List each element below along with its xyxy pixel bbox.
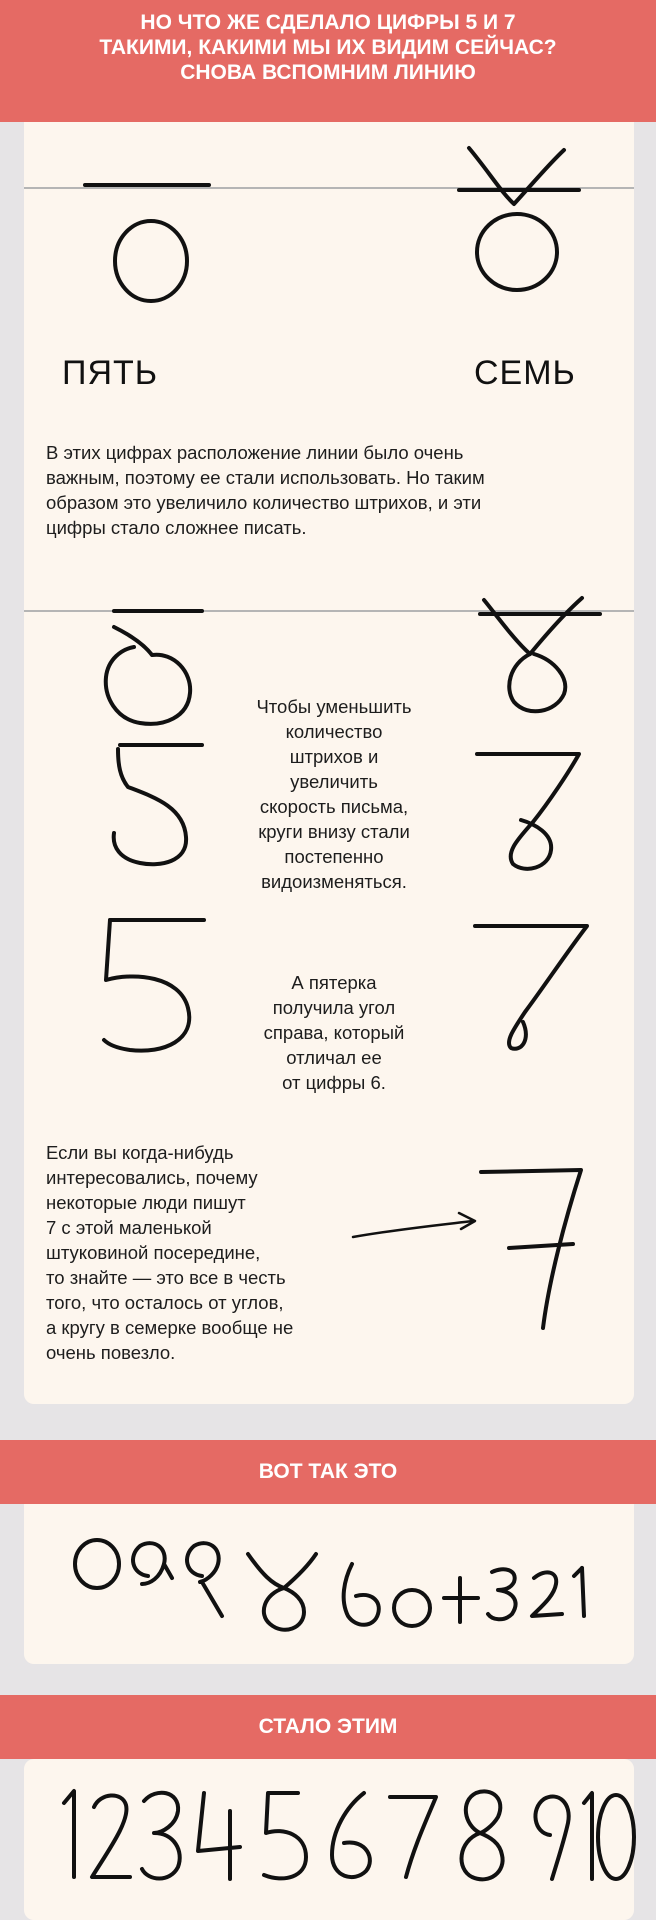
five-text-line-1: А пятерка	[291, 972, 377, 993]
explanation-circles-changed	[224, 694, 444, 894]
header-line-2: ТАКИМИ, КАКИМИ МЫ ИХ ВИДИМ СЕЙЧАС?	[99, 36, 557, 59]
label-five: ПЯТЬ	[62, 354, 159, 392]
paragraph-1-line-3: образом это увеличило количество штрихов, и эти	[46, 492, 482, 513]
banner-then: ВОТ ТАК ЭТО	[0, 1440, 656, 1504]
seven-stage-2-drawing	[469, 742, 599, 872]
middle-text-line-2: количество	[285, 721, 383, 742]
modern-handwritten-digits	[44, 1781, 624, 1901]
main-card	[24, 122, 634, 1404]
five-text-line-2: получила угол	[272, 997, 396, 1018]
five-stage-3-drawing	[84, 912, 224, 1062]
paragraph-1-line-1: В этих цифрах расположение линии было очень	[46, 442, 464, 463]
explanation-five-angle	[234, 970, 434, 1095]
seven-text-line-7: того, что осталось от углов,	[46, 1292, 284, 1313]
seven-text-line-6: то знайте — это все в честь	[46, 1267, 286, 1288]
header-line-3: СНОВА ВСПОМНИМ ЛИНИЮ	[180, 61, 476, 84]
modern-seven-drawing	[469, 1160, 599, 1340]
five-text-line-5: от цифры 6.	[282, 1072, 386, 1093]
modern-digits-card	[24, 1759, 634, 1920]
seven-text-line-4: 7 с этой маленькой	[46, 1217, 212, 1238]
paragraph-1-line-2: важным, поэтому ее стали использовать. Но таким	[46, 467, 485, 488]
seven-circle-drawing	[439, 142, 599, 292]
old-handwritten-digits	[52, 1524, 612, 1644]
middle-text-line-1: Чтобы уменьшить	[256, 696, 412, 717]
seven-text-line-8: а кругу в семерке вообще не	[46, 1317, 294, 1338]
five-text-line-3: справа, который	[263, 1022, 405, 1043]
middle-text-line-3: штрихов и	[289, 746, 379, 767]
middle-text-line-4: увеличить	[290, 771, 378, 792]
five-circle-drawing	[59, 177, 219, 297]
seven-text-line-2: интересовались, почему	[46, 1167, 258, 1188]
seven-text-line-1: Если вы когда-нибудь	[46, 1142, 234, 1163]
header-line-1: НО ЧТО ЖЕ СДЕЛАЛО ЦИФРЫ 5 И 7	[140, 11, 516, 34]
explanation-seven-stroke	[46, 1140, 366, 1365]
label-seven: СЕМЬ	[474, 354, 576, 392]
old-digits-card	[24, 1504, 634, 1664]
middle-text-line-7: постепенно	[284, 846, 384, 867]
middle-text-line-5: скорость письма,	[259, 796, 409, 817]
header-banner	[0, 0, 656, 122]
banner-now: СТАЛО ЭТИМ	[0, 1695, 656, 1759]
seven-text-line-5: штуковиной посередине,	[46, 1242, 261, 1263]
seven-text-line-3: некоторые люди пишут	[46, 1192, 246, 1213]
middle-text-line-6: круги внизу стали	[258, 821, 410, 842]
seven-text-line-9: очень повезло.	[46, 1342, 176, 1363]
arrow-icon	[349, 1207, 489, 1247]
seven-stage-3-drawing	[469, 912, 599, 1052]
five-stage-2-drawing	[84, 737, 214, 872]
paragraph-line-usage	[46, 440, 616, 540]
paragraph-1-line-4: цифры стало сложнее писать.	[46, 517, 307, 538]
middle-text-line-8: видоизменяться.	[261, 871, 407, 892]
five-text-line-4: отличал ее	[286, 1047, 382, 1068]
five-stage-1-drawing	[74, 597, 224, 727]
seven-stage-1-drawing	[474, 592, 604, 722]
